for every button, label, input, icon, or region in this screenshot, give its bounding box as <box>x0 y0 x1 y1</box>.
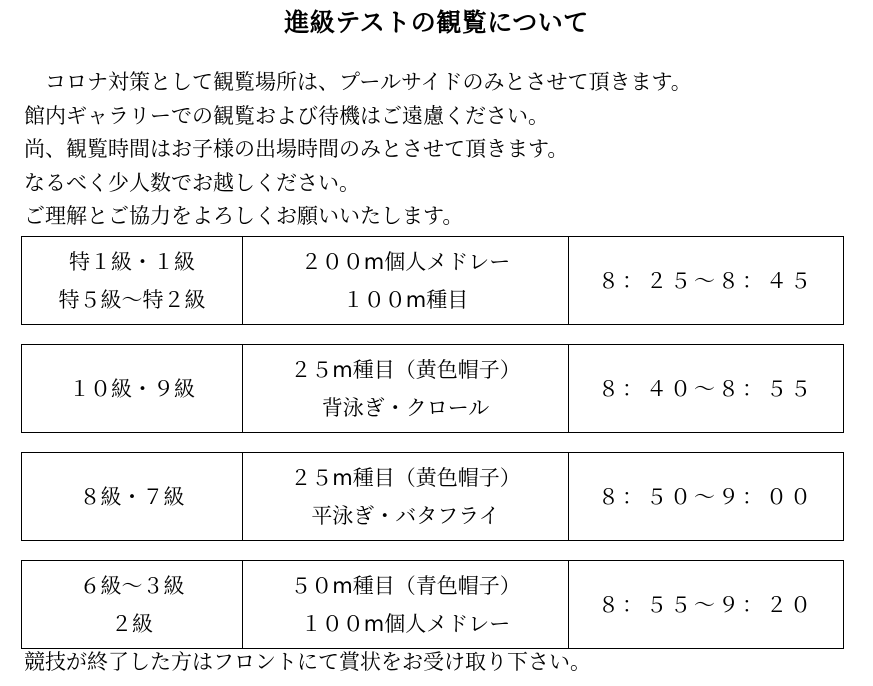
grade-cell <box>22 453 243 541</box>
event-cell <box>243 345 569 433</box>
event-cell <box>243 237 569 325</box>
time-cell: ８：５０～９：００ <box>569 453 844 541</box>
grade-label: ８級・７級 <box>79 484 185 509</box>
table-row <box>22 237 844 325</box>
intro-line: ご理解とご協力をよろしくお願いいたします。 <box>24 204 464 228</box>
grade-label: 特１級・１級 <box>69 249 195 274</box>
grade-cell <box>22 345 243 433</box>
event-cell <box>243 561 569 649</box>
intro-line: 館内ギャラリーでの観覧および待機はご遠慮ください。 <box>24 103 549 128</box>
schedule-table-4 <box>21 560 844 649</box>
event-label: 背泳ぎ・クロール <box>321 395 490 420</box>
event-label: ２５m種目（黄色帽子） <box>290 357 521 382</box>
event-label: ２００m個人メドレー <box>300 249 511 274</box>
intro-line: コロナ対策として観覧場所は、プールサイドのみとさせて頂きます。 <box>45 70 692 94</box>
table-row <box>22 561 844 649</box>
grade-cell <box>22 237 243 325</box>
event-label: 平泳ぎ・バタフライ <box>311 503 500 528</box>
event-cell <box>243 453 569 541</box>
grade-cell <box>22 561 243 649</box>
schedule-table-2 <box>21 344 844 433</box>
event-label: １００m個人メドレー <box>300 611 511 636</box>
grade-label: ６級～３級 <box>79 573 185 598</box>
grade-label: 特５級～特２級 <box>58 287 206 312</box>
event-label: １００m種目 <box>342 287 469 312</box>
intro-line: なるべく少人数でお越しください。 <box>24 170 360 195</box>
time-cell: ８：４０～８：５５ <box>569 345 844 433</box>
table-row <box>22 345 844 433</box>
table-row <box>22 453 844 541</box>
event-label: ２５m種目（黄色帽子） <box>290 465 521 490</box>
intro-line: 尚、観覧時間はお子様の出場時間のみとさせて頂きます。 <box>24 137 569 161</box>
time-cell: ８：５５～９：２０ <box>569 561 844 649</box>
event-label: ５０m種目（青色帽子） <box>290 573 521 598</box>
schedule-table-1 <box>21 236 844 325</box>
footer-note: 競技が終了した方はフロントにて賞状をお受け取り下さい。 <box>24 650 591 674</box>
time-cell: ８：２５～８：４５ <box>569 237 844 325</box>
grade-label: ２級 <box>111 611 153 636</box>
page-title: 進級テストの観覧について <box>284 8 589 37</box>
schedule-table-3 <box>21 452 844 541</box>
grade-label: １０級・９級 <box>69 376 195 401</box>
intro-paragraph <box>24 66 864 234</box>
